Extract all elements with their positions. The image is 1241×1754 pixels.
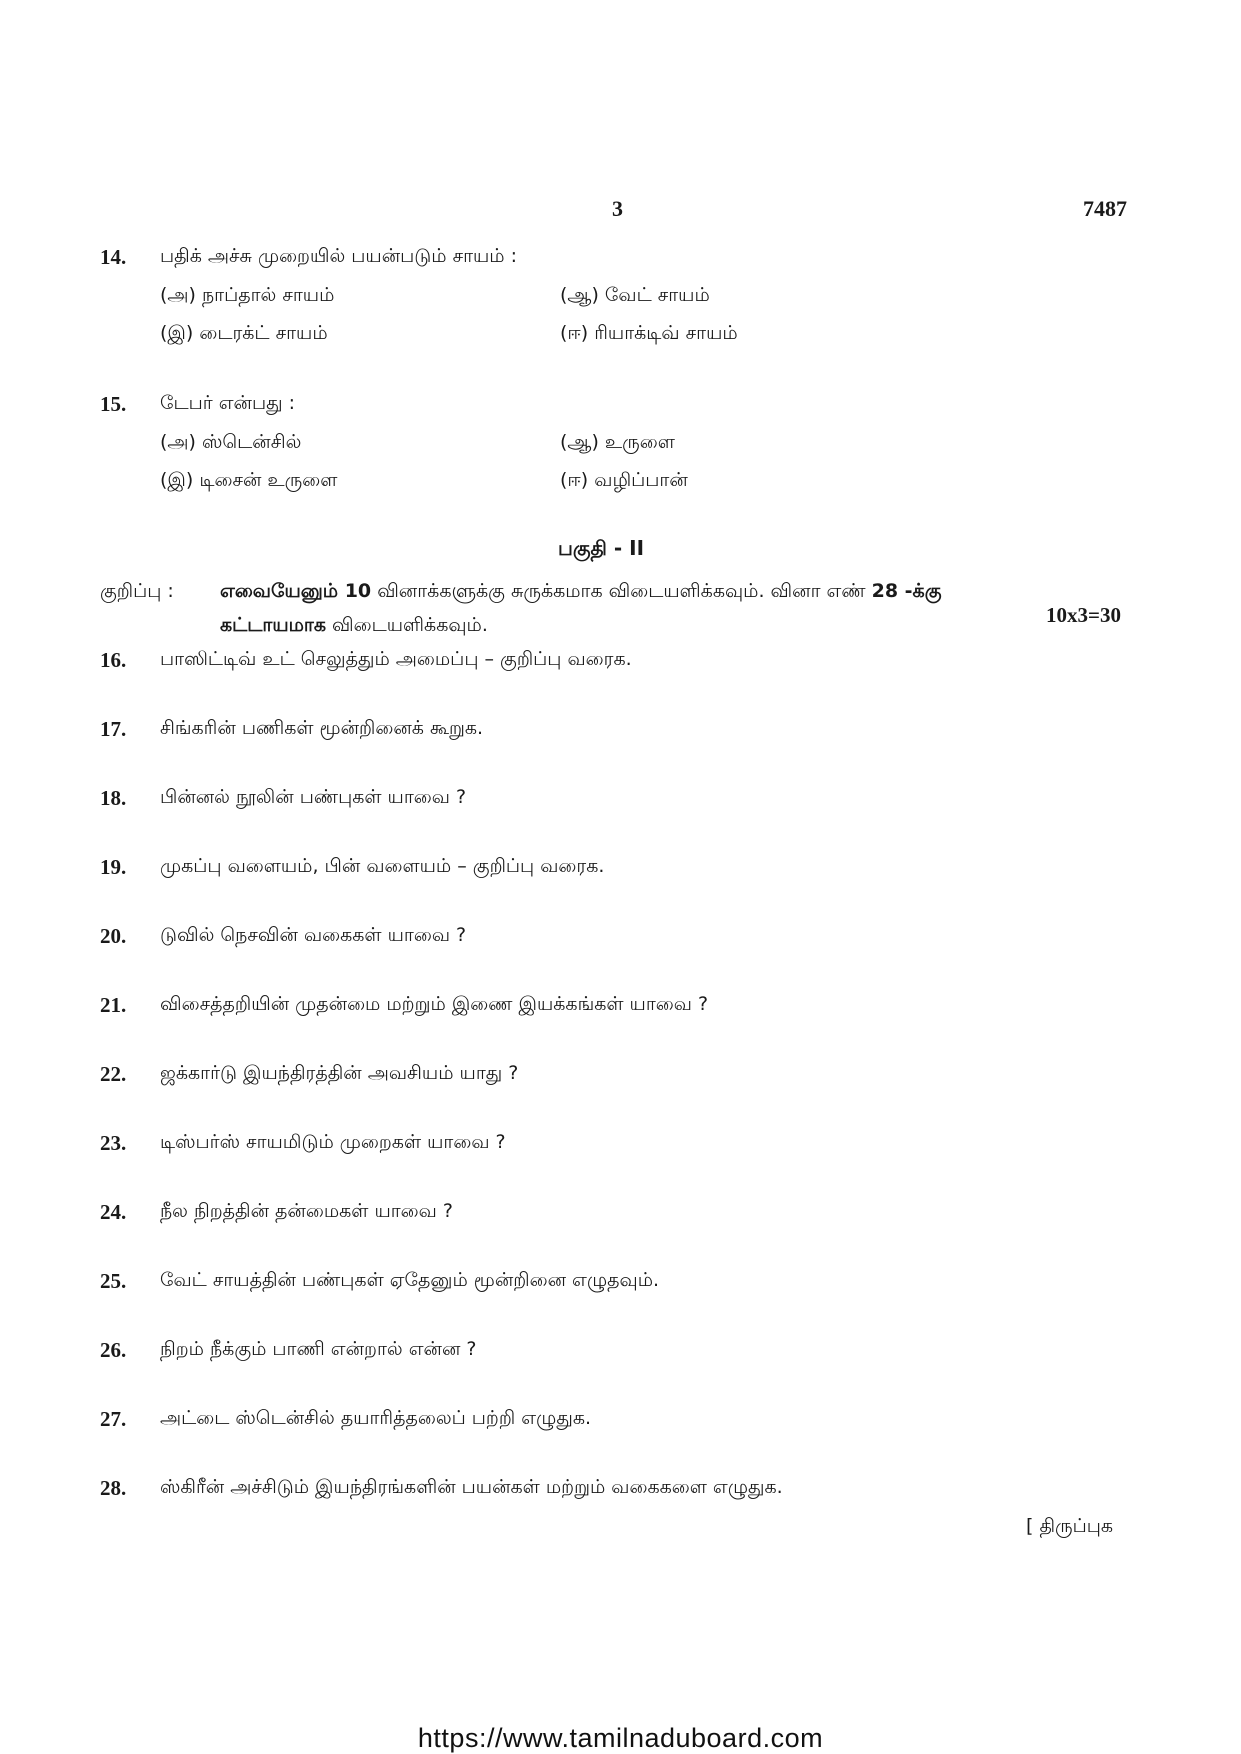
question-text: முகப்பு வளையம், பின் வளையம் – குறிப்பு வரைக. <box>160 855 605 877</box>
question-16 <box>100 648 1140 684</box>
question-text: நீல நிறத்தின் தன்மைகள் யாவை ? <box>160 1200 453 1222</box>
question-14 <box>100 245 1140 281</box>
question-17 <box>100 717 1140 753</box>
question-number: 23. <box>100 1131 127 1155</box>
question-15 <box>100 392 1140 428</box>
turn-over-note: [ திருப்புக <box>1026 1515 1114 1537</box>
q14-option-d: (ஈ) ரியாக்டிவ் சாயம் <box>560 322 738 344</box>
question-22 <box>100 1062 1140 1098</box>
note-emphasis: எவையேனும் 10 <box>220 580 372 602</box>
question-number: 24. <box>100 1200 127 1224</box>
question-26 <box>100 1338 1140 1374</box>
question-27 <box>100 1407 1140 1443</box>
question-number: 18. <box>100 786 127 810</box>
q15-option-b: (ஆ) உருளை <box>560 431 675 453</box>
q15-option-a: (அ) ஸ்டென்சில் <box>160 431 302 453</box>
q15-option-c: (இ) டிசைன் உருளை <box>160 469 338 491</box>
question-number: 27. <box>100 1407 127 1431</box>
question-text: பதிக் அச்சு முறையில் பயன்படும் சாயம் : <box>160 245 518 267</box>
note-label: குறிப்பு : <box>100 580 174 602</box>
question-text: டேபர் என்பது : <box>160 392 296 414</box>
question-20 <box>100 924 1140 960</box>
note-emphasis: 28 -க்கு <box>871 580 942 602</box>
note-line-1 <box>220 574 941 608</box>
question-number: 14. <box>100 245 127 269</box>
question-number: 20. <box>100 924 127 948</box>
question-text: விசைத்தறியின் முதன்மை மற்றும் இணை இயக்கங்கள் யாவை ? <box>160 993 709 1015</box>
page-number: 3 <box>612 196 623 221</box>
question-24 <box>100 1200 1140 1236</box>
question-number: 26. <box>100 1338 127 1362</box>
q14-option-a: (அ) நாப்தால் சாயம் <box>160 284 335 306</box>
q14-option-c: (இ) டைரக்ட் சாயம் <box>160 322 328 344</box>
question-text: ஜக்கார்டு இயந்திரத்தின் அவசியம் யாது ? <box>160 1062 519 1084</box>
question-28 <box>100 1476 1140 1512</box>
question-text: வேட் சாயத்தின் பண்புகள் ஏதேனும் மூன்றினை எழுதவும். <box>160 1269 660 1291</box>
section-marks: 10x3=30 <box>1046 603 1121 627</box>
paper-code: 7487 <box>1083 196 1127 221</box>
question-text: டிஸ்பர்ஸ் சாயமிடும் முறைகள் யாவை ? <box>160 1131 506 1153</box>
question-number: 17. <box>100 717 127 741</box>
note-text: வினாக்களுக்கு சுருக்கமாக விடையளிக்கவும். வினா எண் <box>371 580 872 602</box>
question-text: நிறம் நீக்கும் பாணி என்றால் என்ன ? <box>160 1338 477 1360</box>
note-emphasis: கட்டாயமாக <box>220 614 326 636</box>
question-number: 15. <box>100 392 127 416</box>
question-25 <box>100 1269 1140 1305</box>
note-line-2 <box>220 608 488 642</box>
question-19 <box>100 855 1140 891</box>
question-text: பாஸிட்டிவ் உட் செலுத்தும் அமைப்பு – குறிப்பு வரைக. <box>160 648 632 670</box>
question-number: 21. <box>100 993 127 1017</box>
question-number: 25. <box>100 1269 127 1293</box>
question-text: டுவில் நெசவின் வகைகள் யாவை ? <box>160 924 467 946</box>
section-title: பகுதி - II <box>558 536 645 560</box>
question-text: அட்டை ஸ்டென்சில் தயாரித்தலைப் பற்றி எழுதுக. <box>160 1407 592 1429</box>
q15-option-d: (ஈ) வழிப்பான் <box>560 469 688 491</box>
q14-option-b: (ஆ) வேட் சாயம் <box>560 284 710 306</box>
question-21 <box>100 993 1140 1029</box>
question-text: பின்னல் நூலின் பண்புகள் யாவை ? <box>160 786 467 808</box>
question-number: 22. <box>100 1062 127 1086</box>
question-text: சிங்கரின் பணிகள் மூன்றினைக் கூறுக. <box>160 717 484 739</box>
question-number: 16. <box>100 648 127 672</box>
question-number: 19. <box>100 855 127 879</box>
note-text: விடையளிக்கவும். <box>325 614 488 636</box>
question-23 <box>100 1131 1140 1167</box>
question-18 <box>100 786 1140 822</box>
footer-url: https://www.tamilnaduboard.com <box>417 1723 824 1753</box>
question-number: 28. <box>100 1476 127 1500</box>
question-text: ஸ்கிரீன் அச்சிடும் இயந்திரங்களின் பயன்கள் மற்றும் வகைகளை எழுதுக. <box>160 1476 783 1498</box>
